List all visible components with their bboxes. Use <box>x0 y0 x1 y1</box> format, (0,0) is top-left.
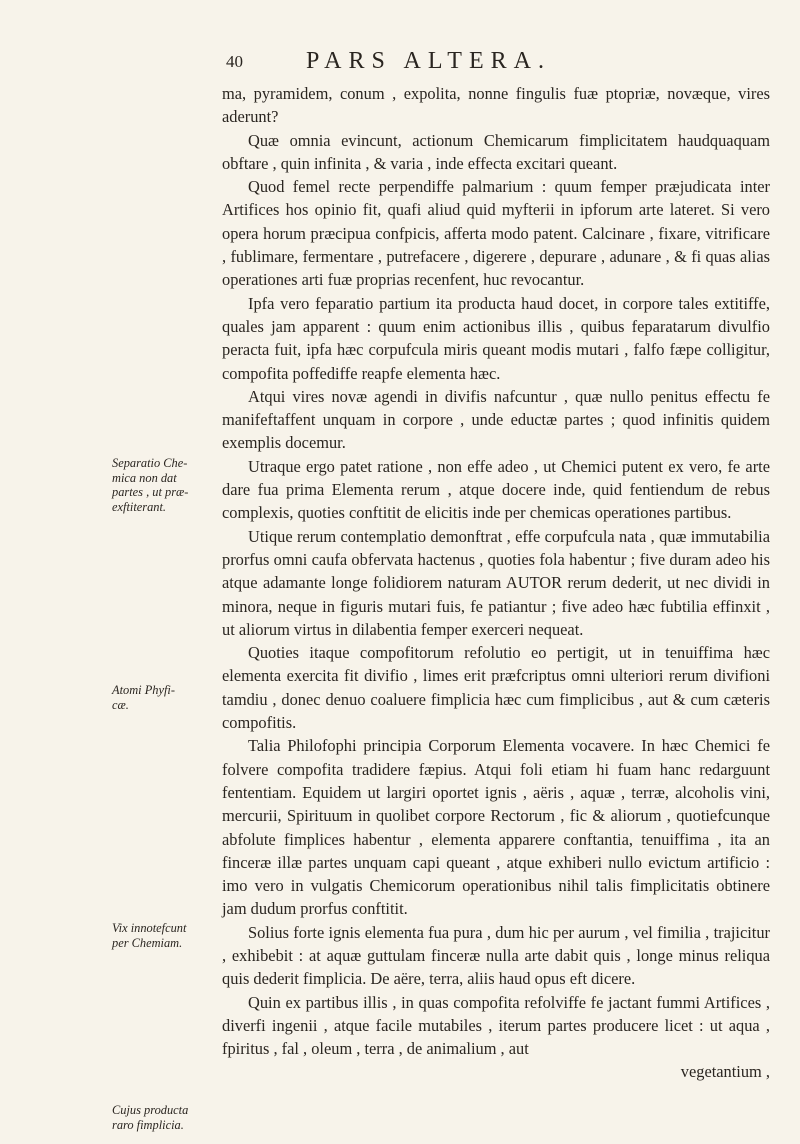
body-text <box>222 82 770 1084</box>
margin-note-line: exftiterant. <box>112 499 167 514</box>
running-title: PARS ALTERA. <box>306 48 551 74</box>
paragraph: Atqui vires novæ agendi in divifis nafcuntur , quæ nullo penitus effectu fe manifeftaffent unquam in corpore , unde eductæ partes ; quod infinitis quidem exemplis docemur. <box>222 386 770 453</box>
margin-note-line: cæ. <box>112 697 129 712</box>
paragraph: Ipfa vero feparatio partium ita producta haud docet, in corpore tales extitiffe, quales jam apparent : quum enim actionibus illis , quibus feparatarum divulfio peracta fuit, ipfa hæc corpufcula miris queant modis mutari , falfo fæpe colligitur, compofita poffediffe reapfe elementa hæc. <box>222 293 770 383</box>
page-number: 40 <box>226 52 243 71</box>
paragraph: ma, pyramidem, conum , expolita, nonne fingulis fuæ ptopriæ, novæque, vires aderunt? <box>222 84 770 127</box>
paragraph: Quoties itaque compofitorum refolutio eo pertigit, ut in tenuiffima hæc elementa exercita fit divifio , limes erit præfcriptus omni ulteriori rerum divifioni tamdiu , donec denuo coaluere fimplicia hæc cum fimplicibus , aut & cum cæteris compofitis. <box>222 643 770 733</box>
margin-note-line: Vix innotefcunt <box>112 921 187 935</box>
margin-note-line: mica non dat <box>112 470 177 485</box>
page-header <box>226 48 766 82</box>
paragraph: Utique rerum contemplatio demonftrat , effe corpufcula nata , quæ immutabilia prorfus omni caufa obfervata hactenus , quoties fola habentur ; five duram adeo his atque adamante longe folidiorem naturam AUTOR rerum dederit, ut nec dividi in minora, neque in figuris mutari fuis, fe patiantur ; five adeo hæc fubtilia effinxit , ut aliorum virtus in dilabentia femper exerceri nequeat. <box>222 526 770 639</box>
paragraph: Quin ex partibus illis , in quas compofita refolviffe fe jactant fummi Artifices , diverfi ingenii , atque facile mutabiles , iterum partes producere licet : ut aqua , fpiritus , fal , oleum , terra , de animalium , aut <box>222 992 770 1059</box>
paragraph: Talia Philofophi principia Corporum Elementa vocavere. In hæc Chemici fe folvere compofita tradidere fæpius. Atqui foli etiam hi fuam hanc redarguunt fententiam. Equidem ut largiri oportet ignis , aëris , aquæ , terræ, alcoholis vini, mercurii, Spirituum in quolibet corpore Rectorum , fic & aliorum , quotiefcunque abfolute fimplices habentur , elementa apparere conftantia, tenuiffima , ita an finceræ illæ partes unquam capi queant , atque exhiberi nullo evictum artificio : imo vero in vulgatis Chemicorum operationibus nihil talis fimplicitatis obtinere jam dudum prorfus conftitit. <box>222 736 770 919</box>
margin-note-line: per Chemiam. <box>112 935 183 950</box>
margin-note-line: partes , ut præ- <box>112 485 189 499</box>
paragraph: Quæ omnia evincunt, actionum Chemicarum fimplicitatem haudquaquam obftare , quin infinita , & varia , inde effecta excitari queant. <box>222 130 770 173</box>
margin-note-vix <box>112 921 216 950</box>
paragraph: Quod femel recte perpendiffe palmarium : quum femper præjudicata inter Artifices hos opinio fit, quafi aliud quid myfterii in ipforum arte lateret. Si vero opera horum præcipua confpicis, afferta modo patent. Calcinare , fixare, vitrificare , fublimare, fermentare , putrefacere , digerere , depurare , adunare , & fi quas alias operationes arti fuæ proprias recenfent, huc revocantur. <box>222 177 770 290</box>
paragraph: Utraque ergo patet ratione , non effe adeo , ut Chemici putent ex vero, fe arte dare fua prima Elementa rerum , atque docere inde, quid fentiendum de rebus complexis, quoties conftitit de elicitis inde per chemicas operationes partibus. <box>222 456 770 523</box>
paragraph: Solius forte ignis elementa fua pura , dum hic per aurum , vel fimilia , trajicitur , exhibebit : at aquæ guttulam finceræ nulla arte dabit quis , longe minus reliqua quis dederit fimplicia. De aëre, terra, aliis haud opus eft dicere. <box>222 922 770 989</box>
margin-note-cujus <box>112 1103 216 1132</box>
margin-note-line: raro fimplicia. <box>112 1117 184 1132</box>
margin-note-line: Separatio Che- <box>112 456 188 470</box>
margin-note-separatio <box>112 456 216 514</box>
margin-note-line: Atomi Phyfi- <box>112 683 175 697</box>
catchword: vegetantium , <box>680 1062 770 1082</box>
margin-note-line: Cujus producta <box>112 1103 189 1117</box>
margin-note-atomi <box>112 683 216 712</box>
